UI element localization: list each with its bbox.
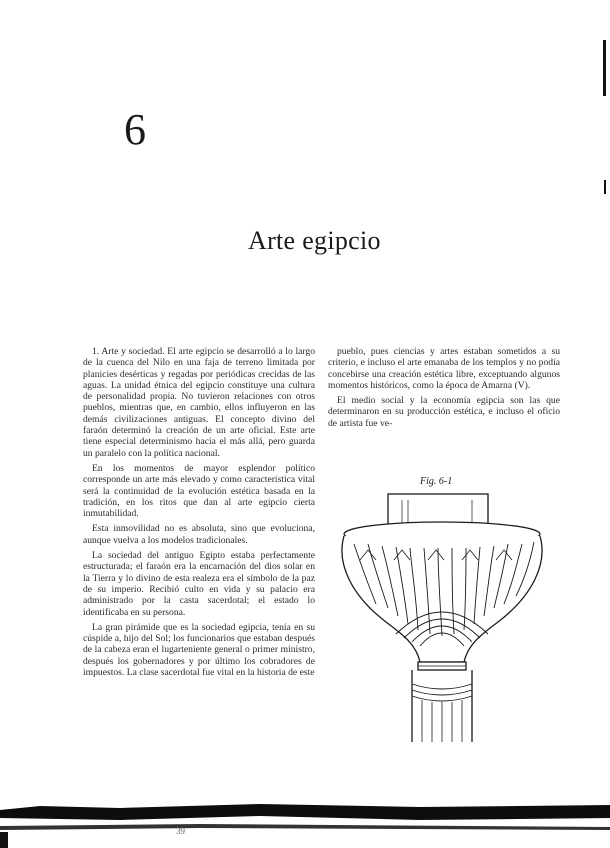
paragraph: La sociedad del antiguo Egipto estaba perfectamente estructurada; el faraón era la encarnación del dios solar en la Tierra y lo divino de esta realeza era el símbolo de la paz de su imperio. Recibió culto en vida y su palacio era administrado por la casta sacerdotal; el estado lo identificaba en su persona. bbox=[83, 550, 315, 618]
right-text-column bbox=[328, 346, 560, 433]
chapter-number: 6 bbox=[124, 105, 146, 154]
paragraph: pueblo, pues ciencias y artes estaban sometidos a su criterio, e incluso el arte emanaba de los templos y no podía concebirse una creación estética libre, exceptuando algunos momentos históricos, como la época de Amarna (V). bbox=[328, 346, 560, 391]
paragraph: 1. Arte y sociedad. El arte egipcio se desarrolló a lo largo de la cuenca del Nilo en una faja de terreno limitada por planicies desérticas y regadas por periódicas crecidas de las aguas. La unidad étnica del egipcio constituye una cultura de personalidad propia. No tuvieron relaciones con otros pueblos, mientras que, en cambio, ellos influyeron en las demás civilizaciones antiguas. El concepto divino del faraón determinó la creación de un arte oficial. Este arte tiene especial determinismo hacia el más allá, pero guarda un paralelo con la política nacional. bbox=[83, 346, 315, 459]
paragraph: El medio social y la economía egipcia son las que determinaron en su producción estética, e incluso el oficio de artista fue ve- bbox=[328, 395, 560, 429]
paragraph: Esta inmovilidad no es absoluta, sino que evoluciona, aunque vuelva a los modelos tradicionales. bbox=[83, 523, 315, 546]
scan-edge-mark bbox=[603, 40, 606, 96]
paragraph: En los momentos de mayor esplendor político corresponde un arte más elevado y como característica vital será la continuidad de la evolución estética basada en la tradición, en los ritos que dan al arte egipcio cierta inmutabilidad. bbox=[83, 462, 315, 520]
scan-edge-mark bbox=[604, 180, 606, 194]
figure-caption: Fig. 6-1 bbox=[420, 476, 453, 487]
left-text-column bbox=[83, 346, 315, 682]
paragraph: La gran pirámide que es la sociedad egipcia, tenía en su cúspide a, hijo del Sol; los funcionarios que estaban después de la cabeza eran el lugarteniente general o primer ministro, después los gobernadores y por último los cobradores de impuestos. La clase sacerdotal fue vital en la historia de este bbox=[83, 621, 315, 679]
chapter-title: Arte egipcio bbox=[248, 226, 381, 255]
page-number: 39 bbox=[176, 826, 185, 836]
papyriform-column-capital-illustration bbox=[332, 484, 562, 746]
scan-bottom-shadow bbox=[0, 796, 610, 848]
